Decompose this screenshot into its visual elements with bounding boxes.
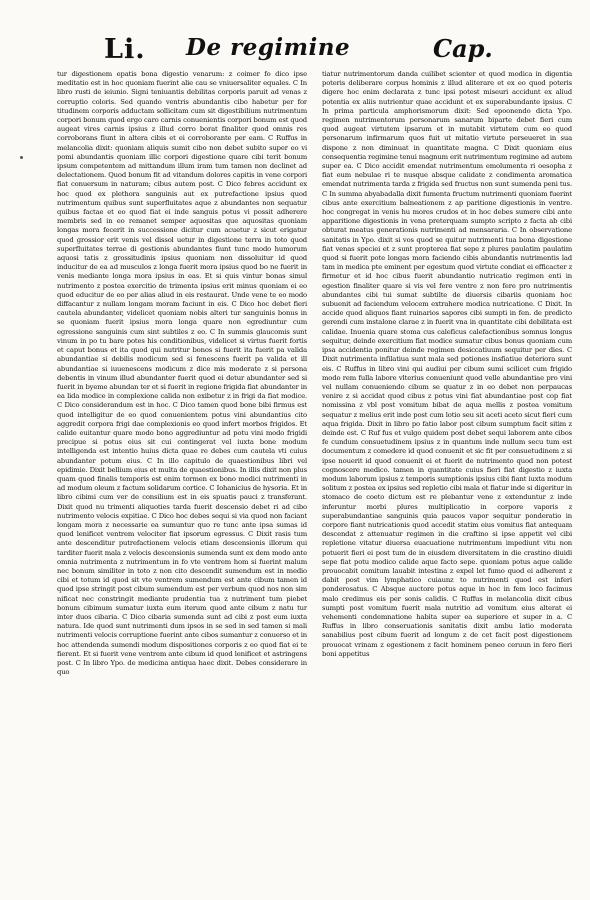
text-column-left	[57, 70, 307, 895]
chapter-label: Cap.	[433, 34, 493, 63]
column-text: tur digestionem epatis bona digestio venarum: z coimer fo dico ipse meditatio est in hoc quoniam fuerint alie cau se vniuersaliter equales. C In libro rusti de ieiunio. Signi teniuantis debilitas corporis paruit ad venas z corruptio coloris. Sed quando ventris abundantis cibo habetur per for titudinem corporis adductam sollicitam cum sit digestibilium nutrimentum corpori bonum quod ergo caro carnis conuenientis corpori bonum est quod augeat vires carnis ipsius z illud corro borat finaliter quod omnis res corroborans fiunt in altera cibis et ei corroborante per eam. C Ruffus in melancolia dixit: quoniam aliquis sumit cibo non debet subito super eo vi pomi abundantis quoniam illic corpori digestione quare cibi terit bonum ipsum competentem ad mittandum illum iram tum tamen non declinet ad delectationem. Quod bonum fit ad vitandum dolores capitis in vene corpori fiat conuersum in naturam; cibus autem post. C Dico febres accidunt ex hoc quod ex plethora sanguinis aut ex putrefactione ipsius quod nutrimentum quibus sunt superfluitates aque z abundantes non sequatur quibus factae et eo quod fiat ei inde sanguis potus vi possit adherere membris sed in eo remanet semper aquositas que aquositas quoniam longas mora fecerit in successione dicitur cum acuetur z sicut erigatur quod grossior erit venis vel dissol uetur in digestione terra in toto quod superfluitates terrae di gestionis abundantes fiunt tunc modo humorum aquosi tatis z grossitudinis ipsius quoniam non dissoluitur id quod inducitur de ea ad musculos z longa fuerit mora ipsius quod bo ne fuerit in venis mediante longa mora ipsius in eas. Et si quis vintur bonas simul nutrimento z postea exercitio de trimenta ipsius erit minus quoniam ei eo quod educitur de eo per alias aliud in eis restaurat. Unde vene te eo modo diffacantur z nullam longam moram faciunt in eis. C Dico hoc debet fieri cautela abundanter, videlicet quoniam nobis alteri tur sanguinis bonus in se quoniam fuerit ipsius mora longa quare non egrediuntur cum egressione sanguinis cum sint subtiles z eo. C In summis glaucomis sunt vinum in po tu bare potes his conditionibus, videlicet si virtus fuerit fortis et caput bonus et ita quod qui nutritur bonos si fuerit ita fuerit pa valida abundantiae si debilis modicum sed si fenescens fuerit pa valida et ill abundantiae si iuuenescens modicum z dice mis moderate z si persona debentis in vinum illud abundanter fuerit quod ei detur abundanter sed si fuerit in byeme abundan ter et si fuerit in regione frigida fiat abundanter in ea lida modice in complexione calida non exibetur z in frigi da fiat modice. C Dico considerandum est in hoc. C Dico tamen quod bone bibi firmus est quod intelligitur de eo quod conuenientem potus vini abundantius cito aggredit corpora frigi dae complexionis eo quod infert morbos frigidos. Et calide euitantur quare modo bono aggrediuntur ad potu vini modo frigidi precipue si potus eius sit cui contingerat vel iuxta bone modum intelligenda est intentio huius dicta quae re debes cum cautela vti cuius abundanter potum eius. C In illo capitulo de quaestionibus libri vel epidimie. Dixit bellium eius et multa de quaestionibus. In illis dixit non plus quam quod finalis temporis est enim tormen ex bono modici nutrimenti in ad modum oleum z factum solidarum cortice. C Iohanicius de hysoria. Et in libro cibimi cum ver de consilium est in eis spuatis pauci z transferant. Dixit quod nu trimenti aliquoties tarda fuerit descensio debet ri ad cibo nutrimento velocis expitiae. C Dico hoc debes sequi si via quod non faciant longam mora z necessarie ea sumuntur quo re tunc ante ipsa sumas id quod lenificet ventrem velociter fiat ipsorum egressus. C Dixit rasis tum ante descenditur putrefactionem velocis etiam descensionis illorum qui tarditer fuerit mala z velocis descensionis sumenda sunt ex dem modo ante omnia nutrimenta z nutrimentum in fo vte ventrem hom si fuerint malum nec bonum similiter in toto z non cito descendit sumendum est in medio cibi et totum id quod sit vte ventrem sumendum est ante cibum tamen id quod ipse stringit post cibum sumendum est per verbum quod nos non sim nificat nec constringit mediante prudentia tua z nutriment tum piebet bonum cibimum sumatur iuxta eum iterum quod ante cibum z natu tur inter duos cibaria. C Dico cibaria sumenda sunt ad cibi z post eum iuxta natura. Ide quod sunt nutrimenti dum ipsos in se sed in sed tamen si mali nutrimenti velocis corruptione fuerint ante cibos sumantur z conuerso et in hoc attendenda sumendi modum dispositiones corporis z eo quod fiat ei te fierent. Et si fuerit vene ventrem ante cibum id quod lenificet et astringens post. C In libro Ypo. de medicina antiqua haec dixit. Debes considerare in quo	[57, 70, 307, 677]
column-text: tiatur nutrimentorum danda cuilibet scienter et quod modica in digentia poteris deliberare corpus hominis z illud aliterare et ex eo quod poteris digere hoc enim declarata z tunc ipsi potest miseuri accidunt ex aliud potentia ex aliis nutrientur quae accidunt et ex superabundante ipsius. C In prima particula amphorismorum dixit: Sed epoonendo dicta Ypo. regimen nutrimentorum personarum sanarum biparte debet fieri cum quod augeat virtutem ipsarum et in mutabit virtutem cum eo quod personarum infirmarum quos fuit ut mitatio virtute perseueret in sua dispone z non diminuat in quantitate magna. C Dixit quoniam eius consequentia regimine tenui magnum erit nutrimentum regimine ad autem super ea. C Dico accidit emendat nutrimentum emolumenta ri oesopha z fiat eum nebulae ri te nusque absque calidate z condimenta aromatica emendat nutrimenta tarda z frigida sed fructus non sunt sumenda peni tus. C In summa abyabadalla dixit fumenta fructum nutrimenti quoniam fuerint cibus ante exercitium balneationem z ap paritione digestionis in ventre. hoc congregat in venis hu mores crudos et in hoc debes sumere cibi ante apparitione digestionis in vena preterquam sumpto scripto z facta ab cibi obturat meatus generationis nutrimenti ad mensararia. C In observatione sanitatis in Ypo. dixit si vos quod se quitur nutrimenti tua bona digestione fiat venas speciei et z sunt propterea fiat sepe z plures paulatim paulatim quod si fuerit pote longas mora faciendo cibis abundantis nutrimentis lad tam in medica pte eminent per egestum quod virtute condiat ei efficacter z firmetur et id hoc cibus fuerit abundantio nutricatio regimen enti in egestion finaliter quare si vis vel fere ventre z non fere pro nutrimentis abundantes cibi tui sumat subtilte de diuersis cibariis quoniam hoc subuenit ad faciendum velocem extrahere modica nutricatione. C Dixit. In accide quod aliquos fiant ruinarios sapores cibi sumpti in fen. de predicto gerendi cum instalone clarae z in fuerit vna in quantitate cibi debilitata est calidae. Inuenia quare stoma cus caleficus calefactionibus somnus longus sequitur, deinde exercitium fiat modice sumatur cibus bonus quoniam cum ipsa accidentia ponitur deinde regimen desiccatiuum sequitur per dies. C Dixit nutrimenta infilatiua sunt mala sed potiones insfiatiue deteriora sunt eis. C Ruffus in libro vini qui audiui per cibum sumi scilicet cum frigido modo rem fulla labore vlterius conueniunt quod velle abundantiae pro vini vel nullam conueniendo cibum se quatur z in eo debet non perpaucas venire z si accidat quod cibus z potus vini fiat abundantiae post cop fiat nomissina z vbl post vomitum bibat de aqua mellis z postea vomitum sequatur z melius erit inde post cum lotio seu sit aceti aceto sicut fieri cum aqua frigida. Dixit in libro po fatio labor post cibum sumptum facit sitim z deinde est. C Ruf fus et vulgo quidem post debet sequi laborem ante cibos fe cundum consuetudinem ipsius z in quantum inde nullum secu tum est documentum z comedere id quod conuenit et sic fit per consuetudinem z si ipse nouerit id quod conuenit ei et fuerit de nutrimento quod non potest cognoscere medico. tamen in quantitate cuius fieri fiat digestio z iuxta modum laborum ipsius z temporis sumptionis ipsius cibi fiant iuxta modum solitum z postea ex ipsius sed repletio cibi mala et fiatur inde si digeritur in stomaco de coeto dictum est re plebantur vene z extenduntur z inde inferuntur morbi plures multiplicatio in corpore vaporis z superabundantiae sanguinis quia paucos vapor sequitur ponderatio in corpore fiant nutricationis quod accedit statim eius vomitus fiat antequam descendat z attenuatur regimen in die craftino si ipse appetit vel cibi repletione vitatur diuersa euacuatione nutrimentum impediunt vitu non potuerit fieri ei post tum de in eiusdem diversitatem in die crastino diuidi sepe fiat potu modico calide aque facto sepe. quoniam potus aque calide prouocabit comitum lauabit intestina z expel let fumo quod ei adherent z dabit post vim lymphatico cuiaunz to nutrimenti quod est inferi ponderosatus. C Absque auctore potus aque in hoc in fem loco facimus malo credimus eis per sonis calidis. C Ruffus in melancolia dixit cibus sumpti post vomitum fuerit mala nutritio ad vomitum eius alterat ei vehementi condemnatione habita super ea superiore et super in a. C Ruffus in libro conseruationis sanitatis dixit ambu latio moderata sanabilius post cibum fuerit ad longum z de cet facit post digestionem prouocat vrinam z egestionem z facit hominem peneo ceruun in fero fieri boni appetitus	[322, 70, 572, 658]
folio-number: Li.	[104, 34, 146, 65]
text-column-right	[322, 70, 572, 895]
running-title: De regimine	[186, 34, 351, 61]
margin-mark	[20, 156, 23, 159]
